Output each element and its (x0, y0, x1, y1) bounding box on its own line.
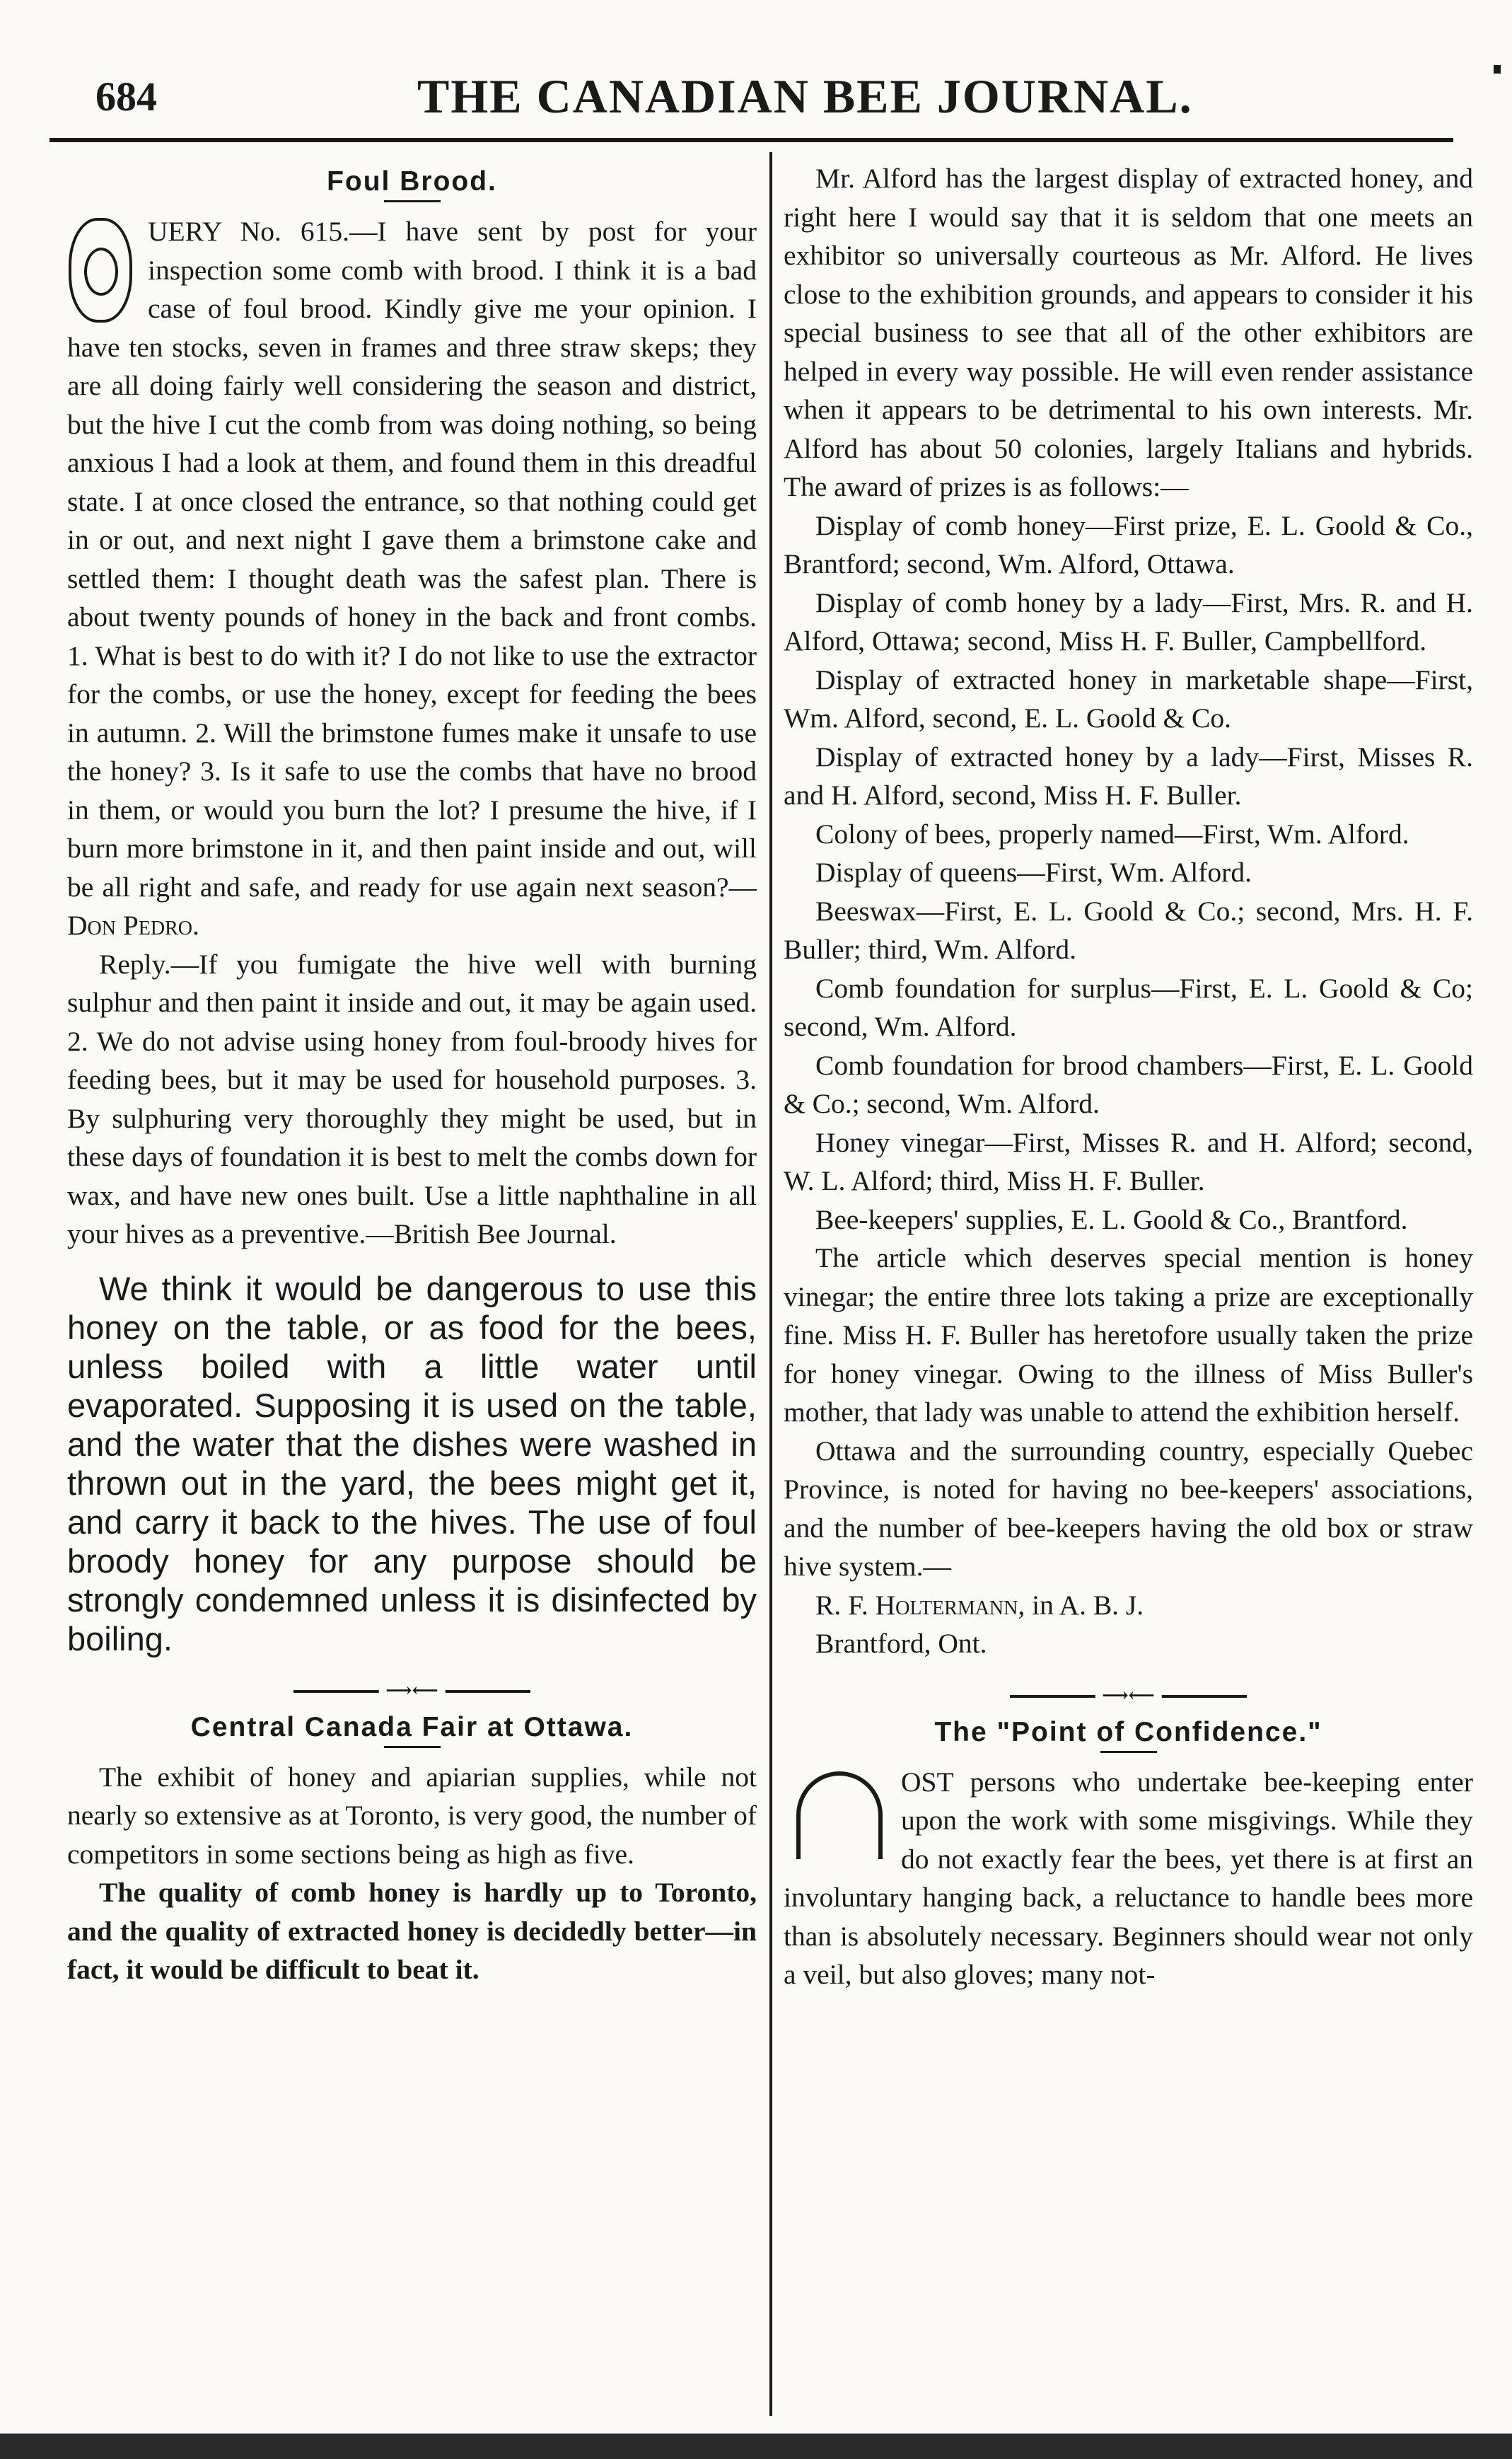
editor-comment: We think it would be dangerous to use this honey on the table, or as food for the bees, unless boiled with a little water until evaporated. Supposing it is used on the table, and the water that the dishes were washed in thrown out in the yard, the bees might get it, and carry it back to the hives. The use of foul broody honey for any purpose should be strongly condemned unless it is disinfected by boiling. (67, 1269, 757, 1657)
right-paragraph: Beeswax—First, E. L. Goold & Co.; second, Mrs. H. F. Buller; third, Wm. Alford. (784, 895, 1473, 965)
heading-rule (1100, 1751, 1157, 1753)
column-divider (769, 152, 772, 2416)
ornament-glyph: ⟶⟵ (1095, 1687, 1162, 1704)
corner-mark (1494, 65, 1501, 74)
right-paragraph: Display of queens—First, Wm. Alford. (815, 857, 1252, 888)
section-ornament (784, 1684, 1473, 1706)
page-number: 684 (95, 74, 157, 120)
central-canada-paragraph: The exhibit of honey and apiarian supplies, while not nearly so extensive as at Toronto, is very good, the number of competitors in some sections being as high as five. (67, 1761, 757, 1870)
central-canada-paragraph: The quality of comb honey is hardly up to Toronto, and the quality of extracted honey is decidedly better—in fact, it would be difficult to beat it. (67, 1877, 757, 1985)
article-signature (784, 1586, 1473, 1625)
page-header (50, 60, 1457, 145)
section-ornament (67, 1679, 757, 1701)
right-paragraph: Colony of bees, properly named—First, Wm. Alford. (815, 818, 1409, 850)
signature-place: Brantford, Ont. (815, 1628, 987, 1659)
point-of-confidence-heading: The "Point of Confidence." (934, 1716, 1322, 1747)
right-column (784, 159, 1473, 2416)
foul-brood-heading: Foul Brood. (327, 166, 497, 197)
right-paragraph: Display of comb honey by a lady—First, Mrs. R. and H. Alford, Ottawa; second, Miss H. F. Buller, Campbellford. (784, 586, 1473, 656)
heading-rule (384, 1746, 441, 1748)
right-paragraph: Bee-keepers' supplies, E. L. Goold & Co., Brantford. (815, 1203, 1408, 1235)
right-paragraph: Display of comb honey—First prize, E. L. Goold & Co., Brantford; second, Wm. Alford, Ottawa. (784, 509, 1473, 579)
signature-source: in A. B. J. (1025, 1589, 1144, 1621)
right-paragraph: Display of extracted honey by a lady—First, Misses R. and H. Alford, second, Miss H. F. Buller. (784, 741, 1473, 811)
right-paragraph: Comb foundation for brood chambers—First, E. L. Goold & Co.; second, Wm. Alford. (784, 1049, 1473, 1119)
right-paragraph: The article which deserves special mention is honey vinegar; the entire three lots taking a prize are exceptionally fine. Miss H. F. Buller has heretofore usually taken the prize for honey vinegar. Owing to the illness of Miss Buller's mother, that lady was unable to attend the exhibition herself. (784, 1242, 1473, 1428)
journal-title: THE CANADIAN BEE JOURNAL. (417, 69, 1193, 123)
point-of-confidence-text: OST persons who undertake bee-keeping enter upon the work with some misgivings. While they do not exactly fear the bees, yet there is at first an involuntary hanging back, a reluctance to handle bees more than is absolutely necessary. Beginners should wear not only a veil, but also gloves; many not- (784, 1766, 1473, 1990)
page-bottom-edge (0, 2434, 1512, 2459)
prize-list (784, 159, 1473, 1586)
reply-paragraph: Reply.—If you fumigate the hive well with burning sulphur and then paint it inside and out, it may be again used. 2. We do not advise using honey from foul-broody hives for feeding bees, but it may be used for household purposes. 3. By sulphuring very thoroughly they might be used, but in these days of foundation it is best to melt the combs down for wax, and have new ones built. Use a little naphthaline in all your hives as a preventive.—British Bee Journal. (67, 948, 757, 1249)
left-column (67, 159, 757, 2416)
ornament-glyph: ⟶⟵ (378, 1682, 446, 1699)
query-signature: Don Pedro. (67, 910, 199, 941)
query-paragraph (67, 212, 757, 945)
right-paragraph: Honey vinegar—First, Misses R. and H. Alford; second, W. L. Alford; third, Miss H. F. Buller. (784, 1126, 1473, 1196)
query-text: UERY No. 615.—I have sent by post for your inspection some comb with brood. I think it is a bad case of foul brood. Kindly give me your opinion. I have ten stocks, seven in frames and three straw skeps; they are all doing fairly well considering the season and district, but the hive I cut the comb from was doing nothing, so being anxious I had a look at them, and found them in this dreadful state. I at once closed the entrance, so that nothing could get in or out, and next night I gave them a brimstone cake and settled them: I thought death was the safest plan. There is about twenty pounds of honey in the back and front combs. 1. What is best to do with it? I do not like to use the extractor for the combs, or use the honey, except for feeding the bees in autumn. 2. Will the brimstone fumes make it unsafe to use the honey? 3. Is it safe to use the combs that have no brood in them, or would you burn the lot? I presume the hive, if I burn more brimstone in it, and then paint inside and out, will be all right and safe, and ready for use again next season?— (67, 216, 757, 903)
heading-rule (384, 200, 441, 202)
header-rule (50, 138, 1453, 142)
right-paragraph: Mr. Alford has the largest display of extracted honey, and right here I would say that it is seldom that one meets an exhibitor so universally courteous as Mr. Alford. He lives close to the exhibition grounds, and appears to consider it his special business to see that all of the other exhibitors are helped in every way possible. He will even render assistance when it appears to be detrimental to his own interests. Mr. Alford has about 50 colonies, largely Italians and hybrids. The award of prizes is as follows:— (784, 163, 1473, 502)
right-paragraph: Comb foundation for surplus—First, E. L. Goold & Co; second, Wm. Alford. (784, 972, 1473, 1042)
right-paragraph: Ottawa and the surrounding country, especially Quebec Province, is noted for having no bee-keepers' associations, and the number of bee-keepers having the old box or straw hive system.— (784, 1435, 1473, 1582)
query-dropcap (69, 218, 132, 323)
central-canada-heading: Central Canada Fair at Ottawa. (190, 1711, 634, 1742)
m-dropcap (789, 1771, 888, 1862)
right-paragraph: Display of extracted honey in marketable shape—First, Wm. Alford, second, E. L. Goold & Co. (784, 664, 1473, 734)
signature-name: R. F. Holtermann, (815, 1589, 1025, 1621)
